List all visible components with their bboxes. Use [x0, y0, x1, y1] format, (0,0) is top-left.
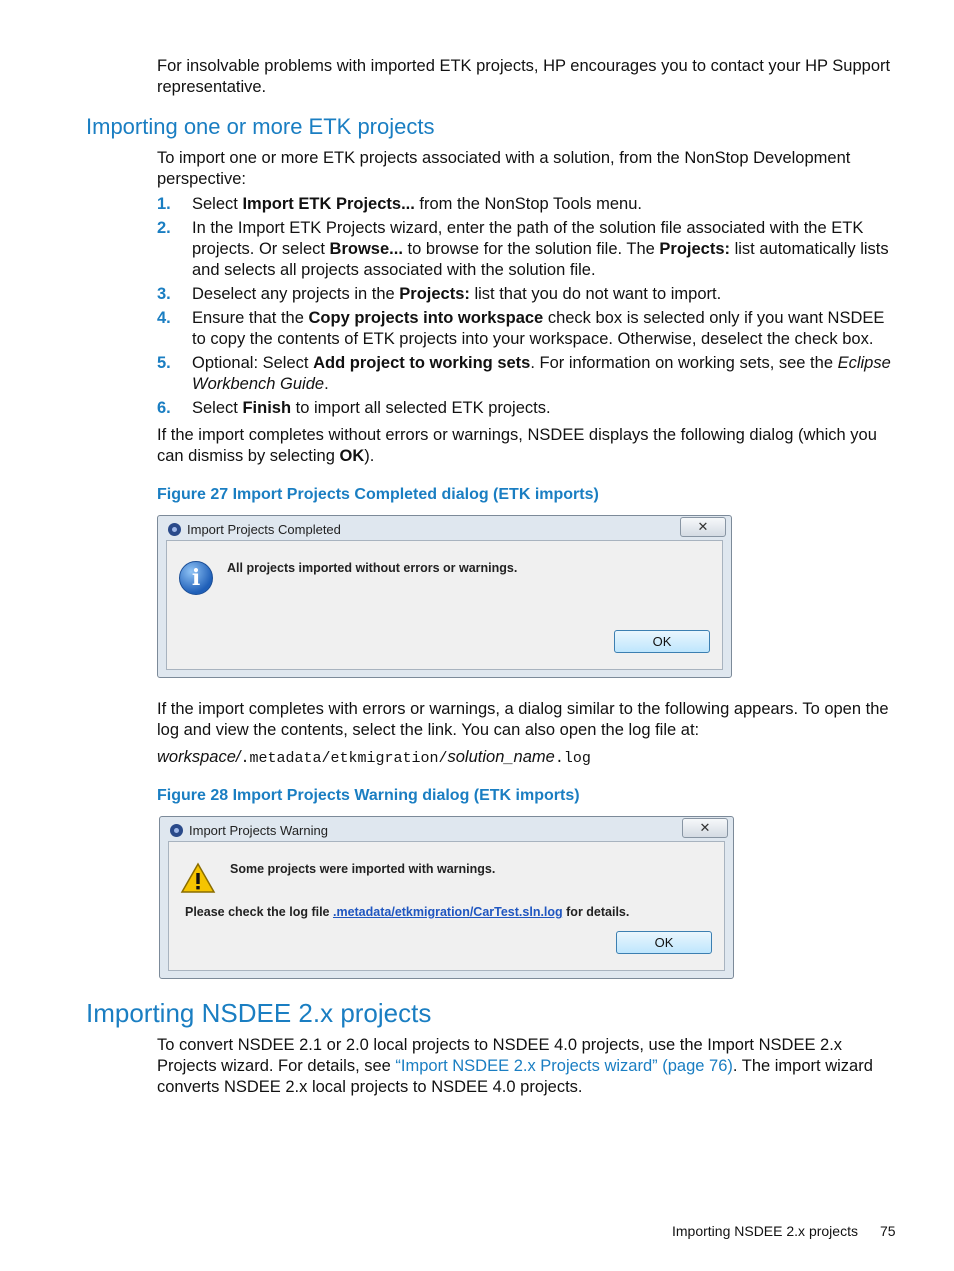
dialog-title: Import Projects Warning	[189, 823, 328, 838]
dialog-detail	[185, 905, 629, 919]
import-warning-dialog	[159, 816, 734, 979]
path-part: .metadata/etkmigration/	[240, 750, 448, 767]
step-text: Select	[192, 399, 243, 417]
path-part: workspace/	[157, 748, 241, 766]
page-number: 75	[880, 1223, 896, 1239]
step-number: 3.	[157, 285, 171, 303]
detail-text: for details.	[562, 905, 630, 919]
step-number: 6.	[157, 399, 171, 417]
between-paragraph: If the import completes with errors or warnings, a dialog similar to the following appears. To open the log and view the contents, select the link. You can also open the log file at:	[157, 700, 889, 739]
section2-text: To convert NSDEE 2.1 or 2.0 local projects to NSDEE 4.0 projects, use the Import NSDEE 2.x Projects wizard. For details, see	[157, 1036, 843, 1075]
step-text: Optional: Select	[192, 354, 314, 372]
import-completed-dialog	[157, 515, 732, 678]
step-text: Deselect any projects in the	[192, 285, 400, 303]
section-heading-etk: Importing one or more ETK projects	[86, 114, 435, 139]
intro-paragraph: For insolvable problems with imported ETK projects, HP encourages you to contact your HP Support representative.	[157, 57, 891, 96]
step-text: Ensure that the	[192, 309, 309, 327]
section2-text: . The import wizard converts NSDEE 2.x local projects to NSDEE 4.0 projects.	[157, 1057, 873, 1096]
step-text: check box is selected only if you want NSDEE to copy the contents of ETK projects into your workspace. Otherwise, deselect the check box.	[192, 309, 885, 348]
after-steps-paragraph	[157, 425, 899, 467]
dialog-body	[168, 841, 725, 971]
step-number: 1.	[157, 195, 171, 213]
step-text: .	[324, 375, 329, 393]
section2-paragraph	[157, 1035, 899, 1098]
after-text: If the import completes without errors or warnings, NSDEE displays the following dialog (which you can dismiss by selecting	[157, 426, 877, 465]
close-button[interactable]: ✕	[680, 517, 726, 537]
info-icon: i	[179, 561, 213, 595]
book-title: Eclipse Workbench Guide	[192, 354, 891, 393]
dialog-title-bar	[170, 823, 328, 838]
step-text: to browse for the solution file. The	[402, 240, 660, 258]
steps-list	[157, 194, 899, 422]
step-text: In the Import ETK Projects wizard, enter the path of the solution file associated with the ETK projects. Or select	[192, 219, 864, 258]
step-text: to import all selected ETK projects.	[291, 399, 551, 417]
step-text: list that you do not want to import.	[469, 285, 722, 303]
step-number: 4.	[157, 309, 171, 327]
import-wizard-link[interactable]: “Import NSDEE 2.x Projects wizard” (page 76)	[395, 1057, 733, 1075]
dialog-message: All projects imported without errors or warnings.	[227, 561, 518, 575]
step-6	[157, 398, 899, 419]
ok-term: OK	[339, 447, 365, 465]
step-text: list automatically lists and selects all projects associated with the solution file.	[192, 240, 889, 279]
section-lead: To import one or more ETK projects associated with a solution, from the NonStop Development perspective:	[157, 149, 851, 188]
eclipse-app-icon	[170, 824, 183, 837]
path-part: .log	[554, 750, 591, 767]
step-number: 5.	[157, 354, 171, 372]
log-file-link[interactable]: .metadata/etkmigration/CarTest.sln.log	[332, 905, 563, 919]
ui-term: Finish	[242, 399, 292, 417]
step-5	[157, 353, 899, 395]
step-2	[157, 218, 899, 281]
after-text: ).	[364, 447, 375, 465]
detail-text: Please check the log file	[185, 905, 333, 919]
path-part: solution_name	[447, 748, 555, 766]
step-1	[157, 194, 899, 215]
dialog-message: Some projects were imported with warnings.	[230, 862, 496, 876]
ui-term: Projects:	[399, 285, 470, 303]
ui-term: Import ETK Projects...	[242, 195, 415, 213]
dialog-body	[166, 540, 723, 670]
section-heading-nsdee: Importing NSDEE 2.x projects	[86, 998, 432, 1028]
step-text: Select	[192, 195, 243, 213]
footer-title: Importing NSDEE 2.x projects	[672, 1223, 858, 1239]
step-number: 2.	[157, 219, 171, 237]
step-4	[157, 308, 899, 350]
step-text: . For information on working sets, see the	[530, 354, 838, 372]
warning-icon	[180, 862, 216, 894]
dialog-title: Import Projects Completed	[187, 522, 341, 537]
eclipse-app-icon	[168, 523, 181, 536]
step-text: from the NonStop Tools menu.	[414, 195, 642, 213]
step-3	[157, 284, 899, 305]
log-path	[157, 747, 899, 769]
ui-term: Projects:	[659, 240, 731, 258]
figure-28-caption: Figure 28 Import Projects Warning dialog (ETK imports)	[157, 787, 580, 804]
ui-term: Copy projects into workspace	[308, 309, 544, 327]
ui-term: Add project to working sets	[313, 354, 531, 372]
dialog-title-bar	[168, 522, 341, 537]
close-button[interactable]: ✕	[682, 818, 728, 838]
ok-button[interactable]: OK	[614, 630, 710, 653]
ui-term: Browse...	[329, 240, 403, 258]
figure-27-caption: Figure 27 Import Projects Completed dialog (ETK imports)	[157, 486, 599, 503]
ok-button[interactable]: OK	[616, 931, 712, 954]
